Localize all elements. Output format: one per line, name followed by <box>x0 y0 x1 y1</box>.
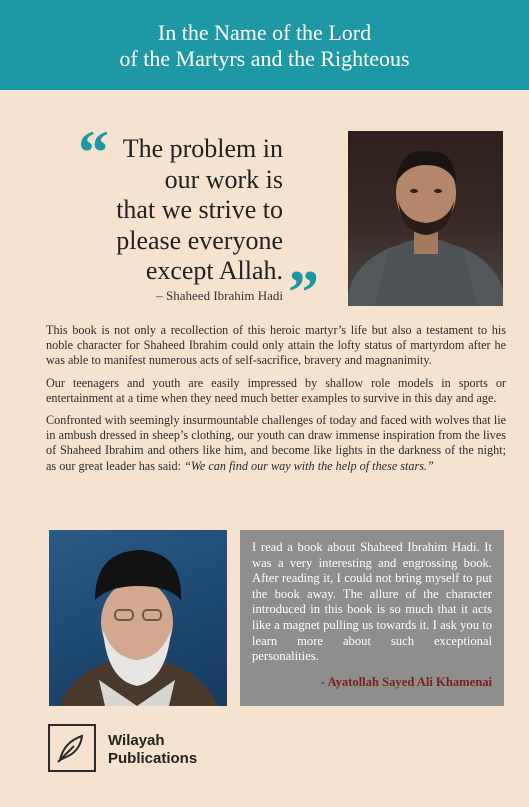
header-line-2: of the Martyrs and the Righteous <box>119 46 410 71</box>
endorsement-box <box>240 530 504 706</box>
leader-illustration <box>49 530 227 706</box>
body-paragraph-3 <box>46 413 506 474</box>
martyr-portrait-photo <box>348 131 503 306</box>
publisher-name-line-2: Publications <box>108 750 198 767</box>
quote-attribution: – Shaheed Ibrahim Hadi <box>156 288 283 303</box>
body-paragraph-1: This book is not only a recollection of this heroic martyr’s life but also a testament to his noble character for Shaheed Ibrahim could only attain the lofty status of martyrdom after he was able to manifest numerous acts of self-sacrifice, bravery and magnanimity. <box>46 323 506 368</box>
quote-line: that we strive to <box>116 195 283 224</box>
header-line-1: In the Name of the Lord <box>157 20 372 45</box>
open-quote-mark: “ <box>78 119 109 187</box>
endorsement-text: I read a book about Shaheed Ibrahim Hadi. It was a very interesting and engrossing book. After reading it, I could not bring myself to put the book away. The allure of the character introduced in this book is so much that it acts like a magnet pulling us towards it. I ask you to learn more about such exceptional personalities. <box>252 540 492 664</box>
portrait-illustration <box>348 131 503 306</box>
leader-portrait-photo <box>49 530 227 706</box>
endorsement-signature: - Ayatollah Sayed Ali Khamenai <box>320 675 492 689</box>
header-banner <box>0 0 529 90</box>
publisher-logo-block <box>48 724 248 774</box>
publisher-name-line-1: Wilayah <box>108 732 165 749</box>
close-quote-mark: ” <box>288 259 319 327</box>
body-paragraph-2: Our teenagers and youth are easily impressed by shallow role models in sports or entertainment at a time when they need much better examples to survive in this day and age. <box>46 375 506 405</box>
quote-line: our work is <box>164 164 283 194</box>
pull-quote <box>70 119 319 327</box>
quill-feather-icon <box>48 724 96 772</box>
leader-quote: “We can find our way with the help of these stars.” <box>184 458 434 473</box>
quote-line: please everyone <box>116 225 283 255</box>
publisher-name <box>108 732 197 768</box>
quote-line: except Allah. <box>145 256 283 285</box>
quote-line: The problem in <box>122 134 283 163</box>
quote-text <box>63 134 283 287</box>
body-text <box>46 323 506 481</box>
body-paragraph-3-text: Confronted with seemingly insurmountable challenges of today and faced with wolves that lie in ambush dressed in sheep’s clothing, our youth can draw immense inspiration from the lives of Shaheed Ibrahim and others like him, and become like lights in the darkness of the night; as our great leader has said: <box>46 413 506 473</box>
